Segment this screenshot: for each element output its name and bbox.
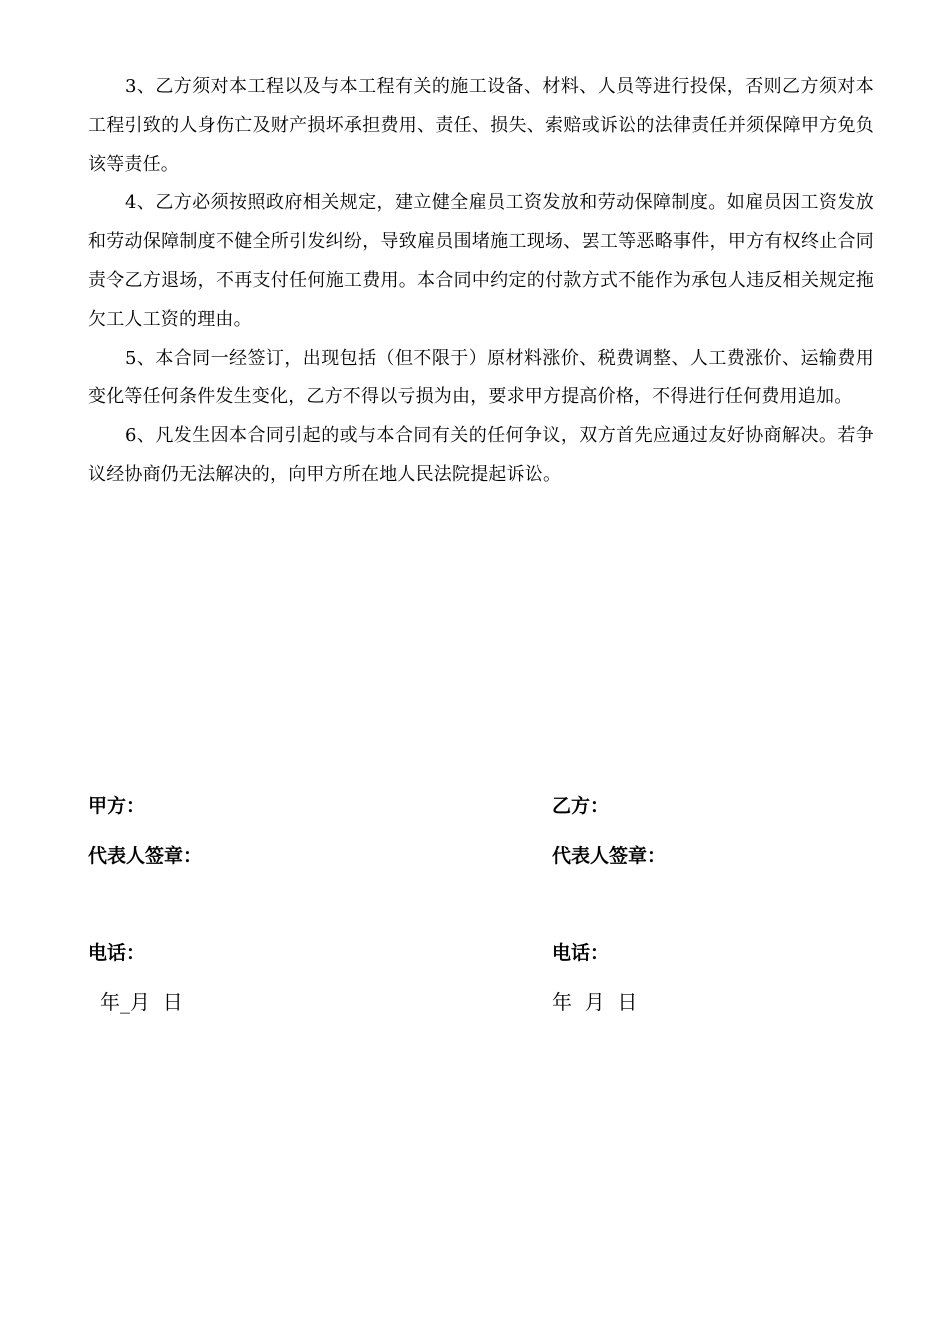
- party-b-phone: 电话：: [552, 942, 610, 964]
- party-a-label: 甲方：: [88, 795, 146, 817]
- party-b-label: 乙方：: [552, 795, 610, 817]
- party-b-representative-signature: 代表人签章：: [552, 845, 667, 867]
- clause-3: 3、乙方须对本工程以及与本工程有关的施工设备、材料、人员等进行投保，否则乙方须对本工程引致的人身伤亡及财产损坏承担费用、责任、损失、索赔或诉讼的法律责任并须保障甲方免负该等责任。: [88, 76, 874, 175]
- party-b-date: 年 月 日: [552, 990, 638, 1014]
- party-a-representative-signature: 代表人签章：: [88, 845, 203, 867]
- clause-6: 6、凡发生因本合同引起的或与本合同有关的任何争议，双方首先应通过友好协商解决。若争议经协商仍无法解决的，向甲方所在地人民法院提起诉讼。: [88, 425, 874, 485]
- clause-5: 5、本合同一经签订，出现包括（但不限于）原材料涨价、税费调整、人工费涨价、运输费用变化等任何条件发生变化，乙方不得以亏损为由，要求甲方提高价格，不得进行任何费用追加。: [88, 347, 874, 408]
- contract-clauses: [88, 68, 874, 495]
- party-a-phone: 电话：: [88, 942, 146, 964]
- clause-4: 4、乙方必须按照政府相关规定，建立健全雇员工资发放和劳动保障制度。如雇员因工资发放和劳动保障制度不健全所引发纠纷，导致雇员围堵施工现场、罢工等恶略事件，甲方有权终止合同责令乙方退场，不再支付任何施工费用。本合同中约定的付款方式不能作为承包人违反相关规定拖欠工人工资的理由。: [88, 192, 874, 330]
- party-a-date: 年_月 日: [100, 990, 183, 1014]
